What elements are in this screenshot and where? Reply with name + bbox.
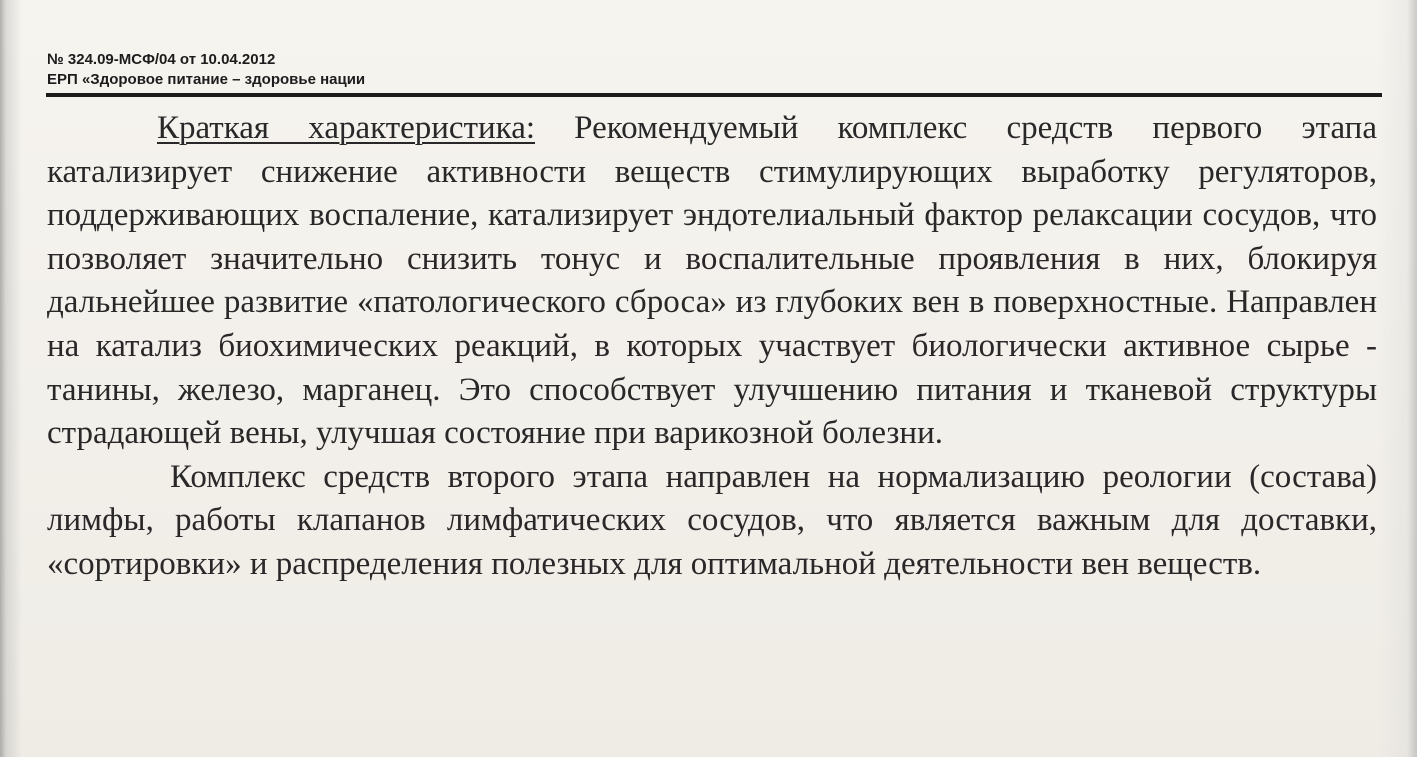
paragraph-short-description [47, 107, 1377, 456]
program-name: ЕРП «Здоровое питание – здоровье нации [47, 71, 366, 88]
short-description-label: Краткая характеристика: [157, 110, 536, 146]
short-description-text: Рекомендуемый комплекс средств первого этапа катализирует снижение активности веществ стимулирующих выработку регуляторов, поддерживающих воспаление, катализирует эндотелиальный фактор релаксации сосудов, что позволяет значительно снизить тонус и воспалительные проявления в них, блокируя дальнейшее развитие «патологического сброса» из глубоких вен в поверхностные. Направлен на катализ биохимических реакций, в которых участвует биологически активное сырье - танины, железо, марганец. Это способствует улучшению питания и тканевой структуры страдающей вены, улучшая состояние при варикозной болезни. [47, 110, 1377, 452]
paragraph-second-stage: Комплекс средств второго этапа направлен на нормализацию реологии (состава) лимфы, работы клапанов лимфатических сосудов, что является важным для доставки, «сортировки» и распределения полезных для оптимальной деятельности вен веществ. [47, 458, 1377, 582]
document-header [47, 50, 365, 90]
document-body [47, 107, 1377, 587]
document-number: № 324.09-МСФ/04 от 10.04.2012 [47, 51, 276, 68]
header-divider [46, 93, 1382, 97]
